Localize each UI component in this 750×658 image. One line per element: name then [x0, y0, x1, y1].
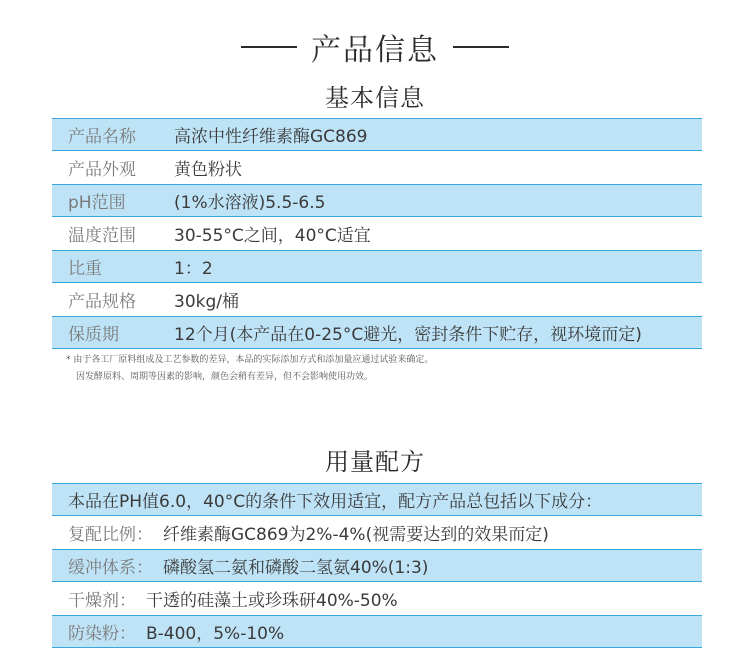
- row-value: 纤维素酶GC869为2%-4%(视需要达到的效果而定): [163, 525, 549, 545]
- row-value: 30kg/桶: [174, 292, 239, 312]
- page-title-text: 产品信息: [311, 33, 439, 68]
- row-value: 干透的硅藻土或珍珠研40%-50%: [146, 591, 398, 611]
- row-value: (1%水溶液)5.5-6.5: [174, 193, 326, 213]
- row-value: 12个月(本产品在0-25°C避光，密封条件下贮存，视环境而定): [174, 325, 642, 345]
- title-dash-right: [453, 46, 509, 48]
- row-value: B-400，5%-10%: [146, 624, 285, 644]
- row-label: 防染粉：: [68, 624, 136, 644]
- footnote: 因发酵原料、周期等因素的影响，颜色会稍有差异，但不会影响使用功效。: [76, 372, 374, 382]
- section-title-basic-info: 基本信息: [325, 84, 425, 112]
- row-value: 1：2: [174, 259, 213, 279]
- table-row: [52, 483, 702, 516]
- footnote: * 由于各工厂原料组成及工艺参数的差异，本品的实际添加方式和添加量应通过试验来确定。: [66, 355, 434, 365]
- row-label: 复配比例：: [68, 525, 153, 545]
- table-row: [52, 516, 702, 549]
- table-row: [52, 184, 702, 217]
- row-label: 缓冲体系：: [68, 558, 153, 578]
- row-label: 温度范围: [68, 226, 136, 246]
- dosage-intro: 本品在PH值6.0，40°C的条件下效用适宜，配方产品总包括以下成分：: [68, 492, 603, 512]
- table-row: [52, 615, 702, 648]
- title-dash-left: [241, 46, 297, 48]
- table-row: [52, 250, 702, 283]
- row-value: 磷酸氢二氨和磷酸二氢氨40%(1:3): [163, 558, 429, 578]
- table-row: [52, 549, 702, 582]
- row-label: 保质期: [68, 325, 119, 345]
- dosage-table: [52, 483, 702, 648]
- section-title-dosage: 用量配方: [325, 448, 425, 476]
- row-label: pH范围: [68, 193, 126, 213]
- row-label: 干燥剂：: [68, 591, 136, 611]
- row-label: 产品规格: [68, 292, 136, 312]
- table-row: [52, 283, 702, 316]
- row-label: 比重: [68, 259, 102, 279]
- row-label: 产品名称: [68, 127, 136, 147]
- table-row: [52, 217, 702, 250]
- row-value: 30-55°C之间，40°C适宜: [174, 226, 371, 246]
- table-row: [52, 316, 702, 349]
- table-row: [52, 118, 702, 151]
- row-value: 高浓中性纤维素酶GC869: [174, 127, 368, 147]
- row-label: 产品外观: [68, 160, 136, 180]
- footnotes: [66, 352, 433, 386]
- page-title: [0, 24, 750, 70]
- table-row: [52, 582, 702, 615]
- row-value: 黄色粉状: [174, 160, 242, 180]
- basic-info-table: [52, 118, 702, 349]
- table-row: [52, 151, 702, 184]
